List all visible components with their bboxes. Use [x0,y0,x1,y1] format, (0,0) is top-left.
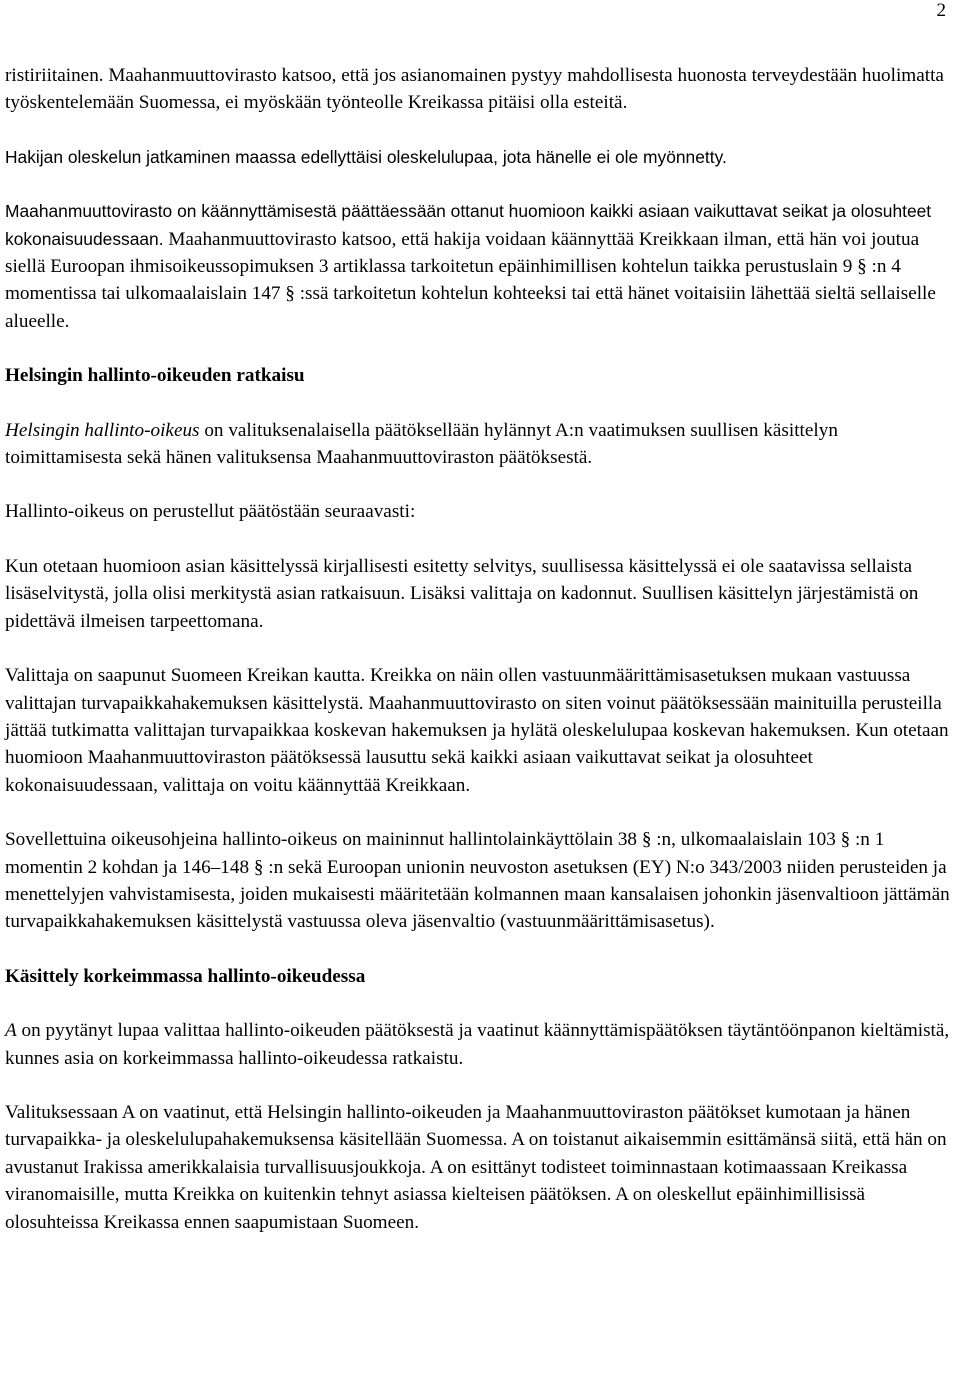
paragraph-decision-basis-rest: Maahanmuuttovirasto katsoo, että hakija voidaan käännyttää Kreikkaan ilman, että hän voi joutua siellä Euroopan ihmisoikeussopimuksen 3 artiklassa tarkoitetun epäinhimillisen kohtelun taikka perustuslain 9 § :n 4 momentissa tai ulkomaalaislain 147 § :ssä tarkoitetun kohtelun kohteeksi tai että hänet voitaisiin lähettää sieltä sellaiselle alueelle. [5,228,936,332]
paragraph-admin-court-ruling-rest: on valituksenalaisella päätöksellään hylännyt A:n vaatimuksen suullisen käsittelyn toimittamisesta sekä hänen valituksensa Maahanmuuttoviraston päätöksestä. [5,419,838,469]
paragraph-reasoning-intro: Hallinto-oikeus on perustellut päätöstään seuraavasti: [5,501,416,523]
paragraph-greece-responsibility: Valittaja on saapunut Suomeen Kreikan kautta. Kreikka on näin ollen vastuunmäärittämisasetuksen mukaan vastuussa valittajan turvapaikkahakemuksen käsittelystä. Maahanmuuttovirasto on siten voinut päätöksessään mainituilla perusteilla jättää tutkimatta valittajan turvapaikkaa koskevan hakemuksen ja hylätä oleskelulupaa koskevan hakemuksen. Kun otetaan huomioon Maahanmuuttoviraston päätöksessä lausuttu sekä kaikki asiaan vaikuttavat seikat ja olosuhteet kokonaisuudessaan, valittaja on voitu käännyttää Kreikkaan. [5,665,949,796]
paragraph-appeal-claims: Valituksessaan A on vaatinut, että Helsingin hallinto-oikeuden ja Maahanmuuttoviraston päätökset kumotaan ja hänen turvapaikka- ja oleskelulupahakemuksensa käsitellään Suomessa. A on toistanut aikaisemmin esittämänsä siitä, että hän on avustanut Irakissa amerikkalaisia turvallisuusjoukkoja. A on esittänyt todisteet toiminnastaan kotimaassaan Kreikassa viranomaisille, mutta Kreikka on kuitenkin tehnyt asiassa kielteisen päätöksen. A on oleskellut epäinhimillisissä olosuhteissa Kreikassa ennen saapumistaan Suomeen. [5,1101,947,1233]
party-name-italic: A [5,1020,17,1042]
section-heading-supreme-court: Käsittely korkeimmassa hallinto-oikeudessa [5,965,366,987]
paragraph-intro: ristiriitainen. Maahanmuuttovirasto katsoo, että jos asianomainen pystyy mahdollisesta huonosta terveydestään huolimatta työskentelemään Suomessa, ei myöskään työnteolle Kreikassa pitäisi olla esteitä. [5,65,944,114]
page-number: 2 [936,0,946,21]
paragraph-admin-court-ruling [5,417,955,472]
paragraph-decision-basis [5,198,955,335]
paragraph-residence: Hakijan oleskelun jatkaminen maassa edellyttäisi oleskelulupaa, jota hänelle ei ole myönnetty. [5,146,727,167]
paragraph-applied-law: Sovellettuina oikeusohjeina hallinto-oikeus on maininnut hallintolainkäyttölain 38 § :n, ulkomaalaislain 103 § :n 1 momentin 2 kohdan ja 146–148 § :n sekä Euroopan unionin neuvoston asetuksen (EY) N:o 343/2003 niiden perusteiden ja menettelyjen vahvistamisesta, joiden mukaisesti määritetään kolmannen maan kansalaisen johonkin jäsenvaltioon jättämän turvapaikkahakemuksen käsittelystä vastuussa oleva jäsenvaltio (vastuunmäärittämisasetus). [5,829,950,933]
document-body [5,62,955,1236]
paragraph-decision-basis-lead: Maahanmuuttovirasto on käännyttämisestä päättäessään ottanut huomioon kaikki asiaan vaikuttavat seikat ja olosuhteet kokonaisuudessaan. [5,201,932,249]
paragraph-leave-request-rest: on pyytänyt lupaa valittaa hallinto-oikeuden päätöksestä ja vaatinut käännyttämispäätöksen täytäntöönpanon kieltämistä, kunnes asia on korkeimmassa hallinto-oikeudessa ratkaistu. [5,1020,950,1069]
court-name-italic: Helsingin hallinto-oikeus [5,419,200,441]
section-heading-admin-court: Helsingin hallinto-oikeuden ratkaisu [5,365,305,387]
paragraph-oral-hearing: Kun otetaan huomioon asian käsittelyssä kirjallisesti esitetty selvitys, suullisessa käsittelyssä ei ole saatavissa sellaista lisäselvitystä, jolla olisi merkitystä asian ratkaisuun. Lisäksi valittaja on kadonnut. Suullisen käsittelyn järjestämistä on pidettävä ilmeisen tarpeettomana. [5,555,919,632]
paragraph-leave-request [5,1017,955,1072]
